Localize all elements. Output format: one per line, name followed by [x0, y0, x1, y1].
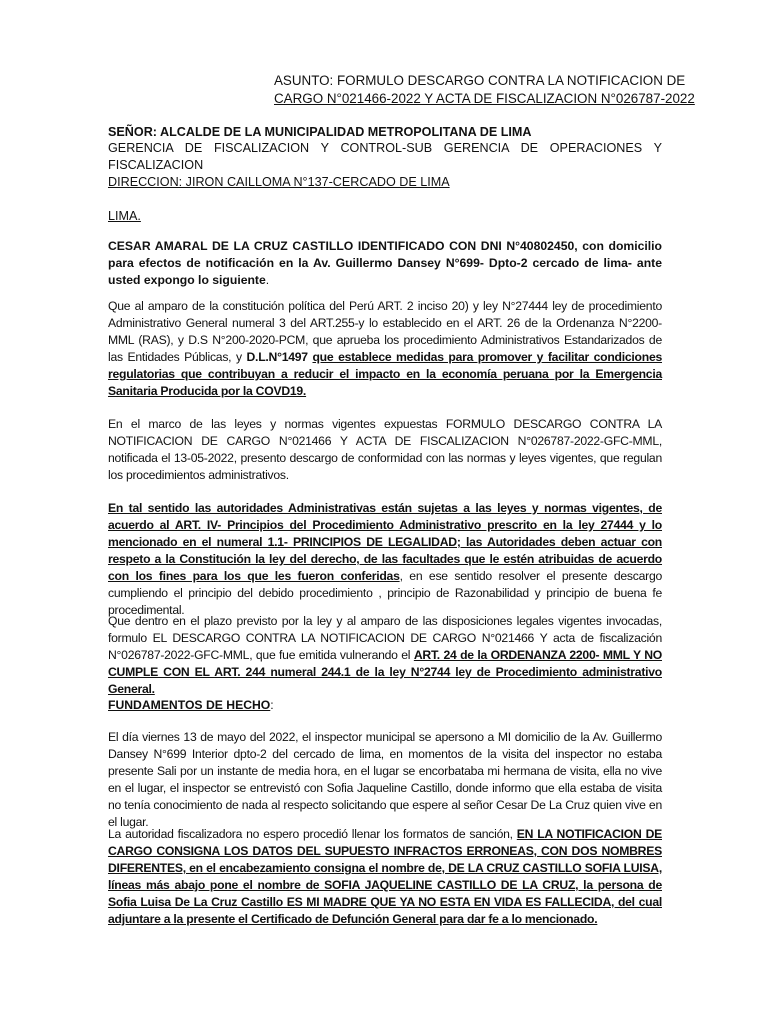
- addressee-title: [108, 124, 662, 141]
- addressee-department: GERENCIA DE FISCALIZACION Y CONTROL-SUB GERENCIA DE OPERACIONES Y FISCALIZACION: [108, 141, 662, 172]
- p4-bold: ART. 24 de la ORDENANZA 2200- MML Y NO CUMPLE CON EL ART. 244 numeral 244.1 de la ley N°2744 ley de Procedimiento administrativo General.: [108, 648, 662, 696]
- addressee-city-text: LIMA.: [108, 209, 141, 223]
- p3-bold: En tal sentido las autoridades Administrativas están sujetas a las leyes y normas vigentes, de acuerdo al ART. IV- Principios del Procedimiento Administrativo prescrito en la ley 27444 y lo mencionado en el numeral 1.1- PRINCIPIOS DE LEGALIDAD; las Autoridades deben actuar con respeto a la Constitución la ley del derecho, de las facultades que le estén atribuidas de acuerdo con los fines para los que les fueron conferidas: [108, 501, 662, 583]
- intro-end: .: [265, 273, 270, 287]
- paragraph-facts: El día viernes 13 de mayo del 2022, el inspector municipal se apersono a MI domicilio de la Av. Guillermo Dansey N°699 Interior dpto-2 del cercado de lima, en momentos de la visita del inspector no estaba presente Sali por un instante de media hora, en el lugar se encorbataba mi hermana de visita, ella no vive en el lugar, el inspector se entrevistó con Sofia Jaqueline Castillo, donde informo que ella estaba de visita no tenía conocimiento de nada al respecto solicitando que espere al señor Cesar De La Cruz quien vive en el lugar.: [108, 730, 662, 829]
- intro-paragraph: [108, 238, 662, 289]
- p4-text: Que dentro en el plazo previsto por la ley y al amparo de las disposiciones legales vigentes invocadas, formulo EL DESCARGO CONTRA LA NOTIFICACION DE CARGO N°021466 Y acta de fiscalización N°026787-2022-GFC-MML, que fue emitida vulnerando el: [108, 614, 662, 662]
- subject-line-2: CARGO N°021466-2022 Y ACTA DE FISCALIZACION N°026787-2022: [274, 91, 695, 106]
- p1-underlined: que establece medidas para promover y facilitar condiciones regulatorias que contribuyan a reducir el impacto en la economía peruana por la Emergencia Sanitaria Producida por la COVD19.: [108, 350, 662, 398]
- paragraph-errors: [108, 826, 662, 928]
- heading-text: FUNDAMENTOS DE HECHO: [108, 698, 271, 712]
- p6-text: La autoridad fiscalizadora no espero procedió llenar los formatos de sanción,: [108, 827, 517, 841]
- addressee-address: [108, 174, 662, 191]
- paragraph-descargo: [108, 613, 662, 698]
- section-heading: [108, 697, 662, 714]
- paragraph-legal-basis: [108, 298, 662, 400]
- p1-dl: D.L.N°1497: [246, 350, 308, 364]
- p1-text: Que al amparo de la constitución política del Perú ART. 2 inciso 20) y ley N°27444 ley de procedimiento Administrativo General numeral 3 del ART.255-y lo establecido en el ART. 26 de la Ordenanza N°2200-MML (RAS), y D.S N°200-2020-PCM, que aprueba los procedimiento Administrativos Estandarizados de las Entidades Públicas, y: [108, 299, 662, 364]
- paragraph-framework: En el marco de las leyes y normas vigentes expuestas FORMULO DESCARGO CONTRA LA NOTIFICACION DE CARGO N°021466 Y ACTA DE FISCALIZACION N°026787-2022-GFC-MML, notificada el 13-05-2022, presento descargo de conformidad con las normas y leyes vigentes, que regulan los procedimientos administrativos.: [108, 417, 662, 482]
- addressee-title-text: SEÑOR: ALCALDE DE LA MUNICIPALIDAD METROPOLITANA DE LIMA: [108, 125, 532, 139]
- paragraph-principles: [108, 500, 662, 619]
- p6-bold: EN LA NOTIFICACION DE CARGO CONSIGNA LOS DATOS DEL SUPUESTO INFRACTOS ERRONEAS, CON DOS NOMBRES DIFERENTES, en el encabezamiento consigna el nombre de, DE LA CRUZ CASTILLO SOFIA LUISA, líneas más abajo pone el nombre de SOFIA JAQUELINE CASTILLO DE LA CRUZ, la persona de Sofia Luisa De La Cruz Castillo ES MI MADRE QUE YA NO ESTA EN VIDA ES FALLECIDA, del cual adjuntare a la presente el Certificado de Defunción General para dar fe a lo mencionado.: [108, 827, 662, 926]
- heading-colon: :: [270, 698, 274, 712]
- subject-line-1: ASUNTO: FORMULO DESCARGO CONTRA LA NOTIFICACION DE: [274, 73, 686, 88]
- intro-bold-text: CESAR AMARAL DE LA CRUZ CASTILLO IDENTIFICADO CON DNI N°40802450, con domicilio para efectos de notificación en la Av. Guillermo Dansey N°699- Dpto-2 cercado de lima- ante usted expongo lo siguiente: [108, 239, 662, 287]
- addressee-city: [108, 208, 662, 225]
- p3-rest: , en ese sentido resolver el presente descargo cumpliendo el principio del debido procedimiento , principio de Razonabilidad y principio de buena fe procedimental.: [108, 569, 662, 617]
- addressee-address-text: DIRECCION: JIRON CAILLOMA N°137-CERCADO DE LIMA: [108, 175, 450, 189]
- subject-block: [274, 72, 695, 108]
